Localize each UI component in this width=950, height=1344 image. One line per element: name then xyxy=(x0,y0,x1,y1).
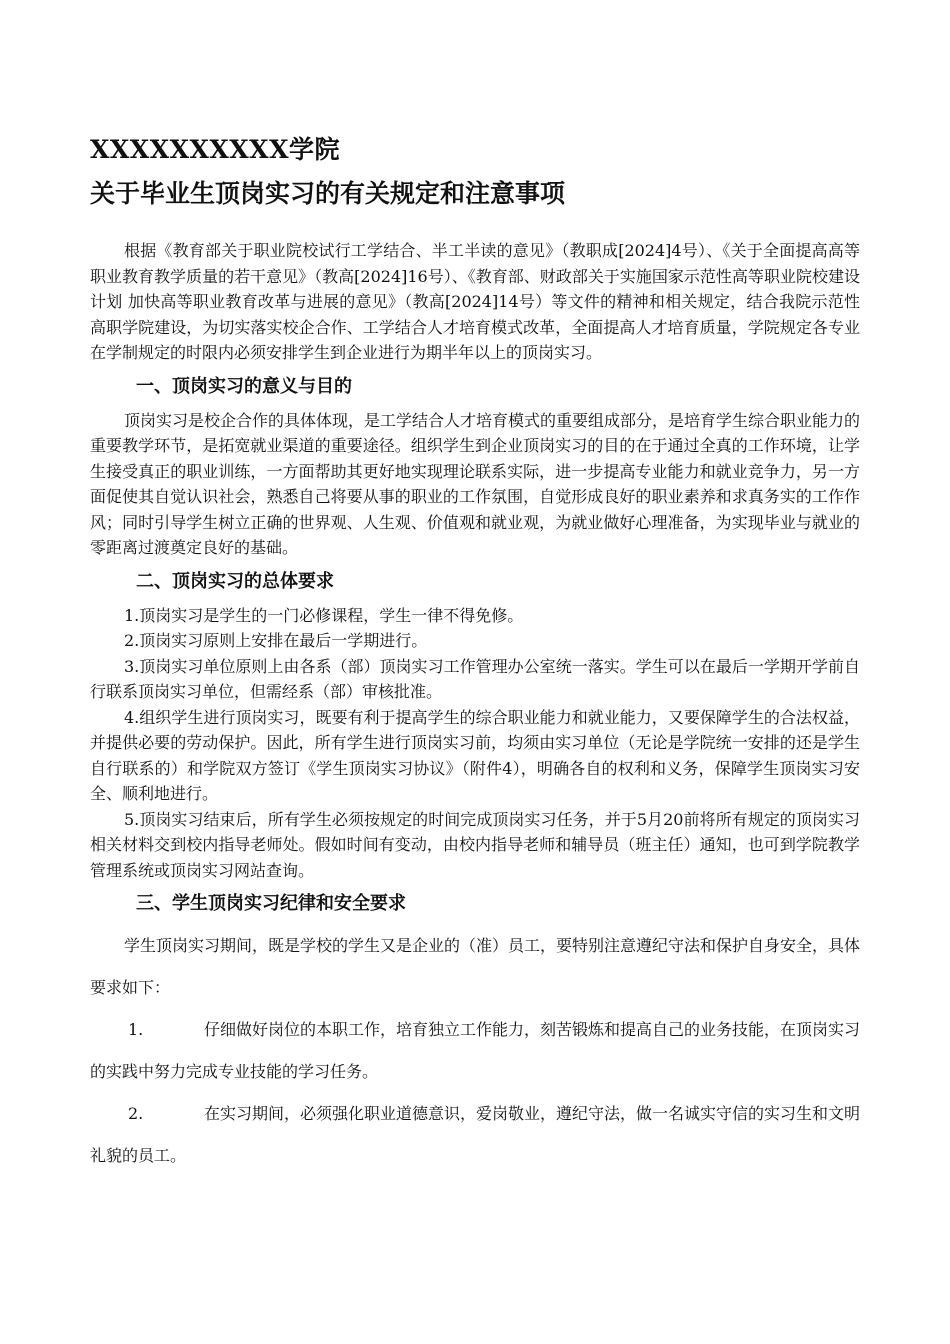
section3-intro: 学生顶岗实习期间，既是学校的学生又是企业的（准）员工，要特别注意遵纪守法和保护自身安全，具体要求如下： xyxy=(90,936,861,997)
section3-item-2 xyxy=(90,1093,860,1177)
section1-heading: 一、顶岗实习的意义与目的 xyxy=(136,375,352,397)
section2-heading: 二、顶岗实习的总体要求 xyxy=(136,570,334,592)
document-page xyxy=(90,128,860,1177)
section2-item-4: 4.组织学生进行顶岗实习，既要有利于提高学生的综合职业能力和就业能力，又要保障学生的合法权益，并提供必要的劳动保护。因此，所有学生进行顶岗实习前，均须由实习单位（无论是学院统一安排的还是学生自行联系的）和学院双方签订《学生顶岗实习协议》（附件4），明确各自的权利和义务，保障学生顶岗实习安全、顺利地进行。 xyxy=(90,707,860,803)
section3-item-1 xyxy=(90,1009,860,1093)
section2-item-1: 1.顶岗实习是学生的一门必修课程，学生一律不得免修。 xyxy=(124,605,524,625)
document-title: 关于毕业生顶岗实习的有关规定和注意事项 xyxy=(90,179,566,208)
section3-item-2-text: 在实习期间，必须强化职业道德意识，爱岗敬业，遵纪守法，做一名诚实守信的实习生和文明礼貌的员工。 xyxy=(90,1104,861,1165)
section1-paragraph: 顶岗实习是校企合作的具体体现，是工学结合人才培育模式的重要组成部分，是培育学生综合职业能力的重要教学环节，是拓宽就业渠道的重要途径。组织学生到企业顶岗实习的目的在于通过全真的工作环境，让学生接受真正的职业训练，一方面帮助其更好地实现理论联系实际，进一步提高专业能力和就业竞争力，另一方面促使其自觉认识社会，熟悉自己将要从事的职业的工作氛围，自觉形成良好的职业素养和求真务实的工作作风；同时引导学生树立正确的世界观、人生观、价值观和就业观，为就业做好心理准备，为实现毕业与就业的零距离过渡奠定良好的基础。 xyxy=(90,410,861,557)
section3-item-2-number: 2. xyxy=(128,1104,144,1123)
section2-item-3: 3.顶岗实习单位原则上由各系（部）顶岗实习工作管理办公室统一落实。学生可以在最后一学期开学前自行联系顶岗实习单位，但需经系（部）审核批准。 xyxy=(90,656,860,701)
section3-item-1-text: 仔细做好岗位的本职工作，培育独立工作能力，刻苦锻炼和提高自己的业务技能，在顶岗实习的实践中努力完成专业技能的学习任务。 xyxy=(90,1020,861,1081)
section3-heading: 三、学生顶岗实习纪律和安全要求 xyxy=(136,893,406,914)
section2-item-2: 2.顶岗实习原则上安排在最后一学期进行。 xyxy=(124,631,428,650)
section2-item-5: 5.顶岗实习结束后，所有学生必须按规定的时间完成顶岗实习任务，并于5月20前将所有规定的顶岗实习相关材料交到校内指导老师处。假如时间有变动，由校内指导老师和辅导员（班主任）通知，也可到学院教学管理系统或顶岗实习网站查询。 xyxy=(90,809,860,880)
document-title-institution: XXXXXXXXXX学院 xyxy=(90,135,340,164)
intro-paragraph: 根据《教育部关于职业院校试行工学结合、半工半读的意见》（教职成[2024]4号）、《关于全面提高高等职业教育教学质量的若干意见》（教高[2024]16号）、《教育部、财政部关于实施国家示范性高等职业院校建设计划 加快高等职业教育改革与进展的意见》（教高[2024]14号）等文件的精神和相关规定，结合我院示范性高职学院建设，为切实落实校企合作、工学结合人才培育模式改革，全面提高人才培育质量，学院规定各专业在学制规定的时限内必须安排学生到企业进行为期半年以上的顶岗实习。 xyxy=(90,241,860,362)
section3-item-1-number: 1. xyxy=(128,1020,144,1039)
